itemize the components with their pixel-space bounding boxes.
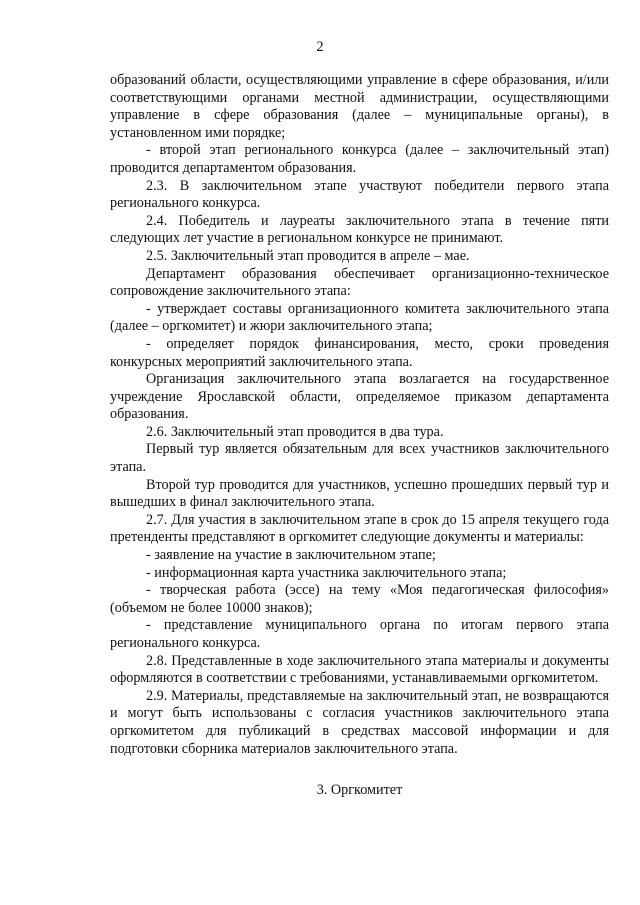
paragraph: 2.4. Победитель и лауреаты заключительного этапа в течение пяти следующих лет участие в региональном конкурсе не принимают.: [110, 212, 609, 247]
paragraph: Департамент образования обеспечивает организационно-техническое сопровождение заключительного этапа:: [110, 265, 609, 300]
section-heading: 3. Оргкомитет: [316, 782, 403, 799]
paragraph: 2.3. В заключительном этапе участвуют победители первого этапа регионального конкурса.: [110, 177, 609, 212]
paragraph: - определяет порядок финансирования, место, сроки проведения конкурсных мероприятий заключительного этапа.: [110, 335, 609, 370]
paragraph: - утверждает составы организационного комитета заключительного этапа (далее – оргкомитет) и жюри заключительного этапа;: [110, 300, 609, 335]
paragraph: Второй тур проводится для участников, успешно прошедших первый тур и вышедших в финал заключительного этапа.: [110, 476, 609, 511]
document-body: [110, 72, 609, 800]
paragraph: образований области, осуществляющими управление в сфере образования, и/или соответствующими органами местной администрации, осуществляющими управление в сфере образования (далее – муниципальные органы), в установленном ими порядке;: [110, 72, 609, 141]
paragraph: - творческая работа (эссе) на тему «Моя педагогическая философия» (объемом не более 10000 знаков);: [110, 582, 609, 616]
paragraph: - представление муниципального органа по итогам первого этапа регионального конкурса.: [110, 617, 609, 651]
paragraph: Первый тур является обязательным для всех участников заключительного этапа.: [110, 441, 609, 476]
paragraph: 2.6. Заключительный этап проводится в два тура.: [146, 423, 444, 440]
paragraph: - информационная карта участника заключительного этапа;: [146, 564, 507, 581]
paragraph: 2.8. Представленные в ходе заключительного этапа материалы и документы оформляются в соответствии с требованиями, устанавливаемыми оргкомитетом.: [110, 652, 609, 687]
paragraph: - второй этап регионального конкурса (далее – заключительный этап) проводится департаментом образования.: [110, 142, 609, 176]
paragraph: 2.9. Материалы, представляемые на заключительный этап, не возвращаются и могут быть использованы с согласия участников заключительного этапа оргкомитетом для публикаций в средствах массовой информации и для подготовки сборника материалов заключительного этапа.: [110, 687, 609, 757]
page-number: 2: [316, 39, 324, 55]
paragraph: - заявление на участие в заключительном этапе;: [146, 547, 436, 564]
paragraph: 2.5. Заключительный этап проводится в апреле – мае.: [146, 247, 470, 264]
paragraph: 2.7. Для участия в заключительном этапе в срок до 15 апреля текущего года претенденты представляют в оргкомитет следующие документы и материалы:: [110, 511, 609, 546]
paragraph: Организация заключительного этапа возлагается на государственное учреждение Ярославской области, определяемое приказом департамента образования.: [110, 371, 609, 423]
